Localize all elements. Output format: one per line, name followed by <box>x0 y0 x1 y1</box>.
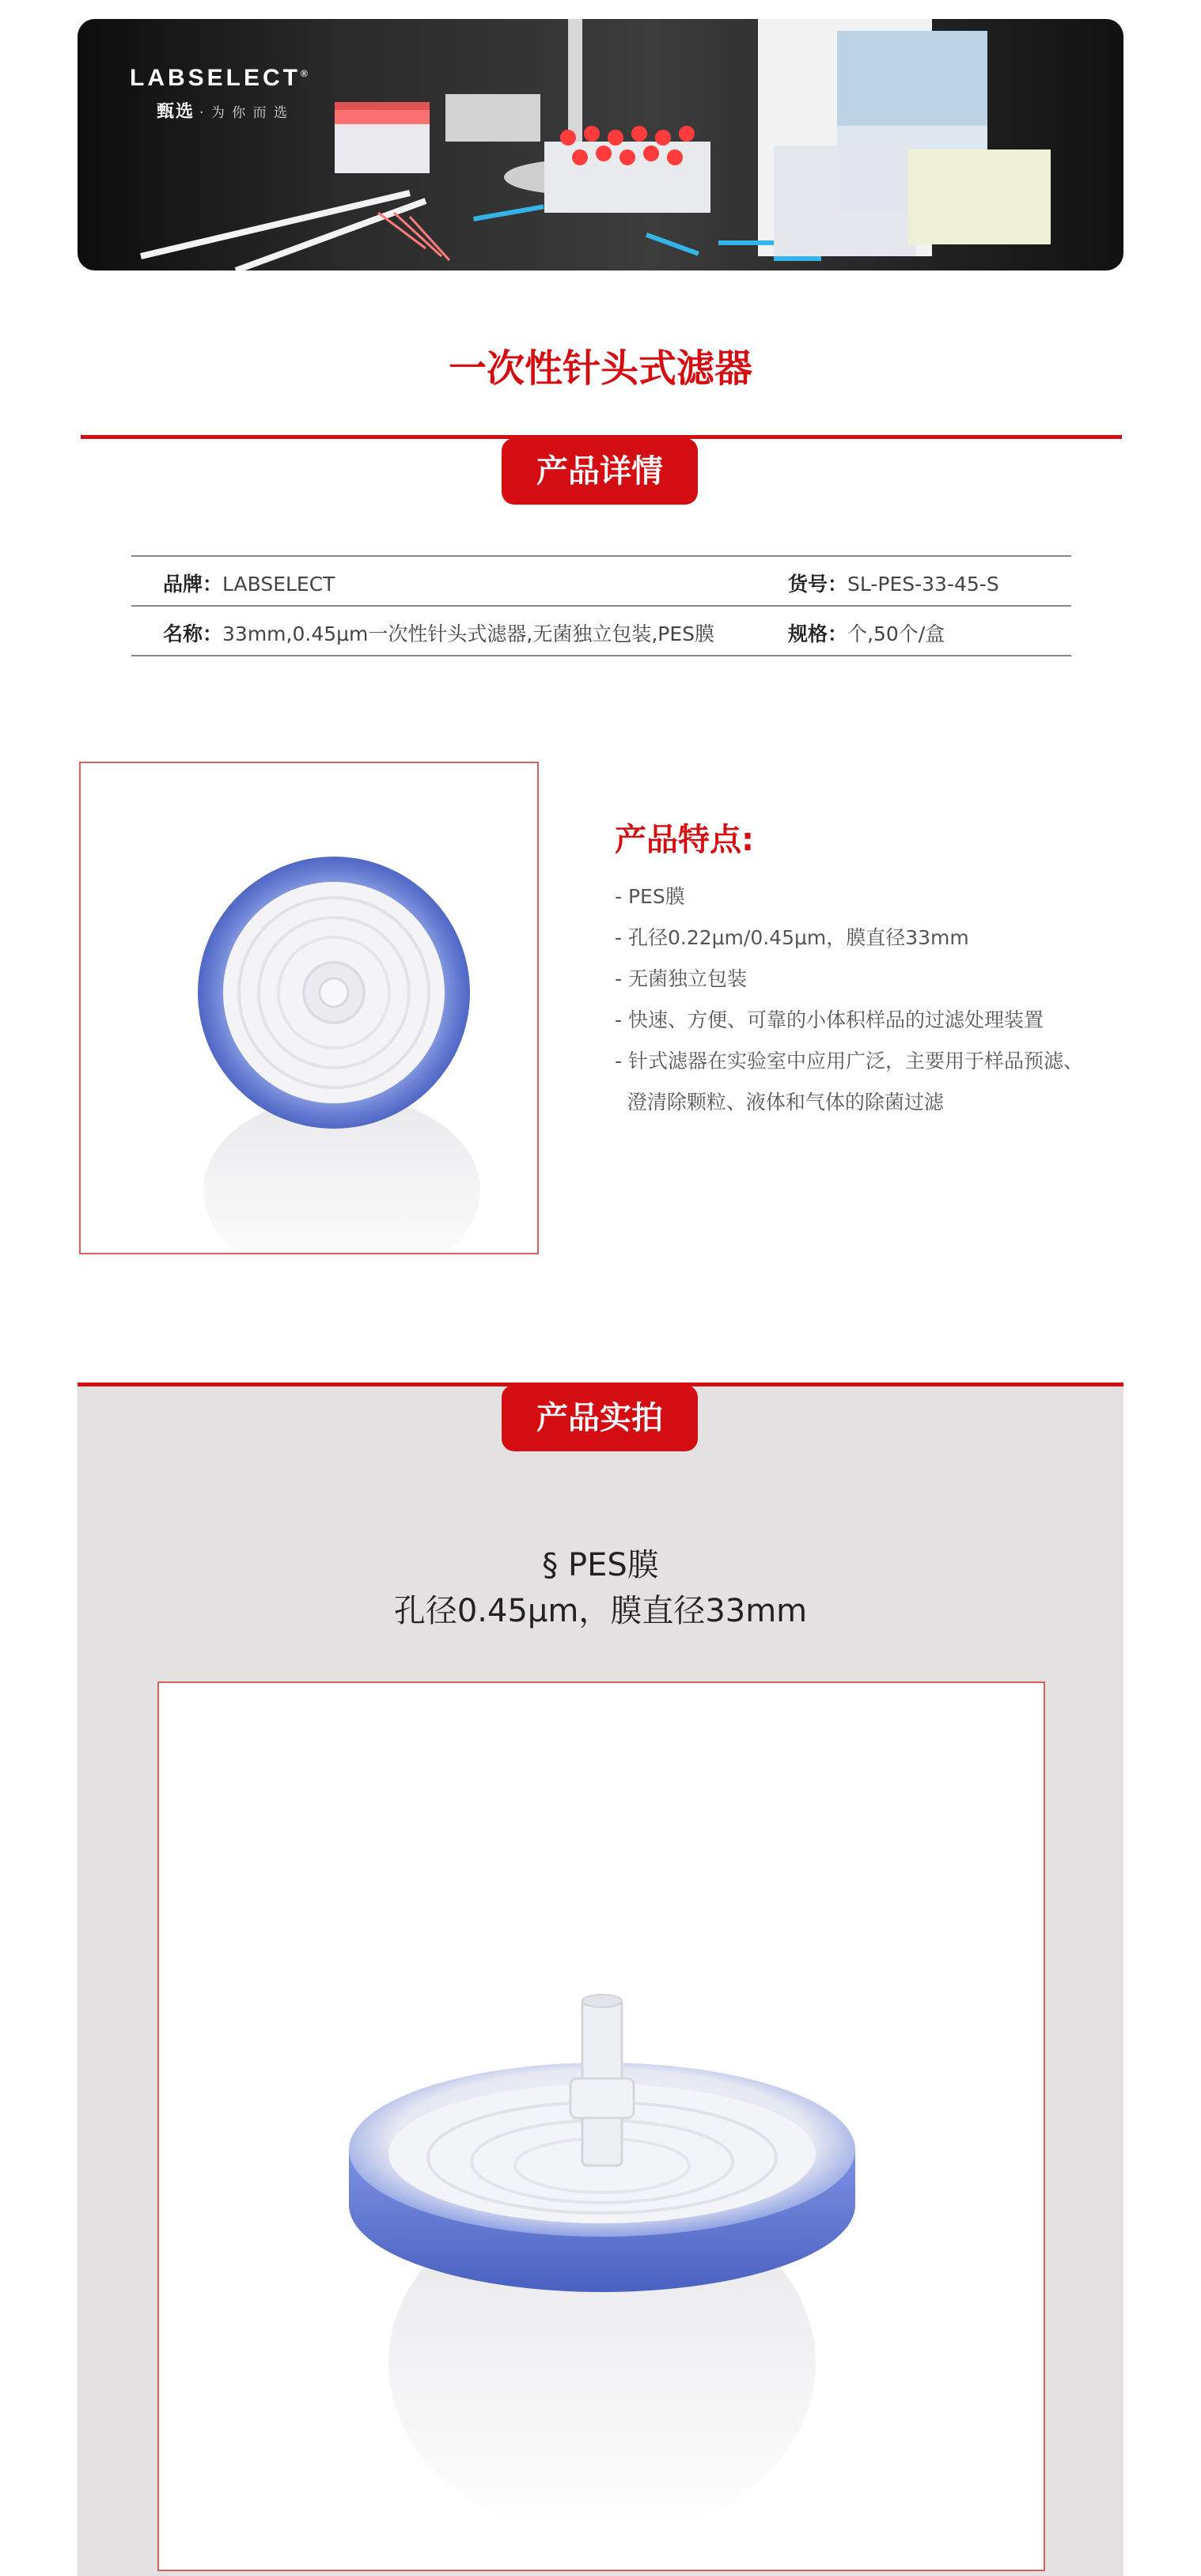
slogan-sub: · 为 你 而 选 <box>199 105 290 121</box>
name-value: 33mm,0.45μm一次性针头式滤器,无菌独立包装,PES膜 <box>222 622 715 645</box>
page-title: 一次性针头式滤器 <box>448 346 752 391</box>
table-row <box>131 557 1071 607</box>
name-label: 名称： <box>163 622 223 645</box>
table-row <box>131 607 1071 656</box>
sku-label: 货号： <box>788 573 848 596</box>
hero-banner <box>78 19 1123 270</box>
syringe-filter-side-image <box>159 1683 1044 2570</box>
features-list <box>615 876 1083 1123</box>
list-item: - 快速、方便、可靠的小体积样品的过滤处理装置 <box>615 1008 1044 1031</box>
brand-label: 品牌： <box>163 573 223 596</box>
slogan-main: 甄选 <box>157 102 195 122</box>
list-item: - 无菌独立包装 <box>615 967 747 990</box>
registered-mark: ® <box>301 68 311 79</box>
sku-row <box>788 569 999 597</box>
features-heading: 产品特点: <box>615 822 754 858</box>
banner-product-image <box>78 19 1123 270</box>
syringe-filter-top-image <box>81 763 537 1253</box>
spec-row <box>788 618 945 647</box>
product-photo-frame <box>157 1681 1045 2571</box>
details-badge: 产品详情 <box>502 438 698 505</box>
brand-slogan <box>157 98 289 123</box>
photo-caption-line2: 孔径0.45μm，膜直径33mm <box>393 1593 808 1629</box>
name-row <box>163 618 714 647</box>
spec-label: 规格： <box>788 622 848 645</box>
spec-value: 个,50个/盒 <box>847 622 945 645</box>
list-item: 澄清除颗粒、液体和气体的除菌过滤 <box>615 1091 944 1114</box>
photo-caption-line1: § PES膜 <box>542 1547 659 1583</box>
list-item: - 针式滤器在实验室中应用广泛，主要用于样品预滤、 <box>615 1050 1083 1072</box>
product-image-frame <box>79 762 539 1254</box>
photo-badge: 产品实拍 <box>502 1385 698 1451</box>
sku-value: SL-PES-33-45-S <box>847 573 999 596</box>
product-info-table <box>131 555 1071 656</box>
list-item: - PES膜 <box>615 885 685 908</box>
brand-value: LABSELECT <box>222 573 335 596</box>
brand-logo <box>130 65 311 92</box>
brand-logo-text: LABSELECT <box>130 65 301 91</box>
brand-row <box>163 569 335 597</box>
list-item: - 孔径0.22μm/0.45μm，膜直径33mm <box>615 926 969 949</box>
